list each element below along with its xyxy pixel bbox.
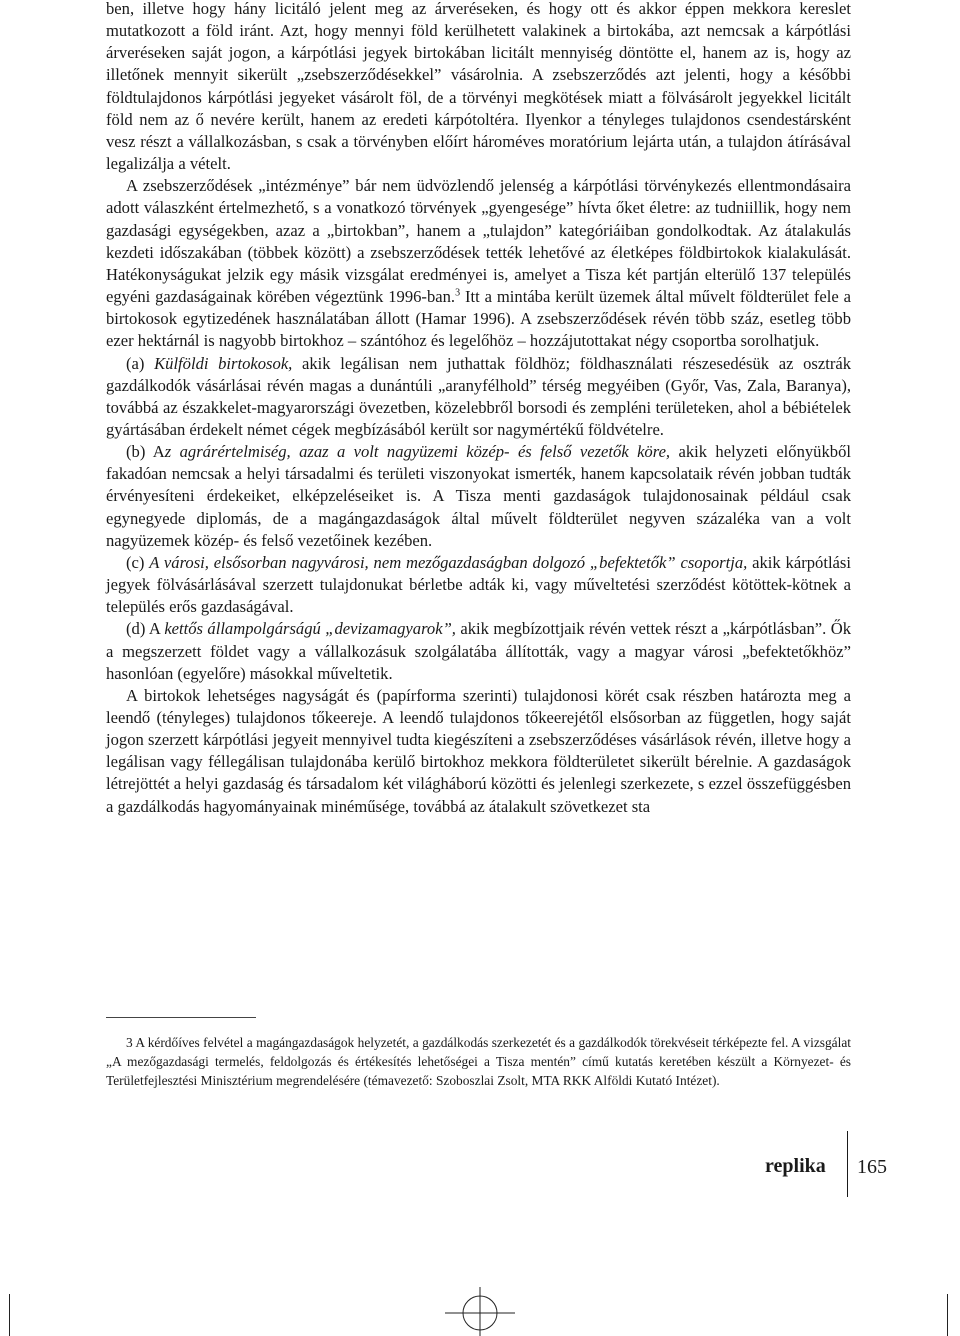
page-number: 165: [857, 1156, 887, 1178]
group-a-title: Külföldi birtokosok,: [154, 353, 293, 373]
trim-mark-right: [947, 1294, 948, 1336]
group-c-title: A városi, elsősorban nagyvárosi, nem mezőgazdaságban dolgozó „befektetők” csoportja,: [149, 552, 748, 572]
footnote-separator: [106, 1017, 256, 1018]
group-b-label: (b) A: [126, 442, 165, 462]
paragraph-group-c: [106, 552, 851, 618]
paragraph-group-d: [106, 618, 851, 684]
group-d-label: (d) A: [126, 619, 165, 639]
body-text: [106, 0, 851, 818]
group-b-text: akik helyzeti előnyükből fakadóan nemcsak a helyi társadalmi és területi viszonyokat ismerték, hanem kapcsolataik révén jobban tudták érvényesíteni érdekeiket, elképzeléseiket is. A Tisza menti gazdaságok tulajdonosainak például csak egynegyede diplomás, de a magángazdaságok által művelt földterület negyven százaléka van a volt nagyüzemek közép- és felső vezetőinek kezében.: [106, 442, 851, 550]
journal-name: replika: [765, 1155, 826, 1177]
paragraph-group-a: [106, 353, 851, 442]
paragraph-group-b: [106, 441, 851, 552]
trim-mark-left: [9, 1294, 10, 1336]
group-b-title: z agrárértelmiség, azaz a volt nagyüzemi közép- és felső vezetők köre,: [164, 442, 671, 462]
footnote-3: 3 A kérdőíves felvétel a magángazdaságok helyzetét, a gazdálkodás szerkezetét és a gazdálkodók törekvéseit térképezte fel. A vizsgálat „A mezőgazdasági termelés, feldolgozás és értékesítés lehetőségei a Tisza mentén” című kutatás keretében készült a Környezet- és Területfejlesztési Minisztérium megrendelésére (témavezető: Szoboszlai Zsolt, MTA RKK Alföldi Kutató Intézet).: [106, 1035, 851, 1088]
paragraph-1: ben, illetve hogy hány licitáló jelent meg az árveréseken, és hogy ott és akkor éppen mekkora kereslet mutatkozott a föld iránt. Azt, hogy mennyi föld kerülhetett valakinek a birtokába, azt nemcsak a kárpótlási árveréseken saját jogon, a kárpótlási jegyek birtokában licitált mennyiség döntötte el, hanem az is, hogy az illetőnek mennyit sikerült „zsebszerződésekkel” vásárolnia. A zsebszerződés azt jelenti, hogy a későbbi földtulajdonos kárpótlási jegyeket vásárolt föl, de a törvényi megkötések miatt a fölvásárolt jegyekkel licitált föld nem az ő nevére került, hanem az eredeti kárpótoltéra. Ilyenkor a tényleges tulajdonos csendestársként vesz részt a vállalkozásban, s csak a törvényben előírt hároméves moratórium lejárta után, a tulajdon átírásával legalizálja a vételt.: [106, 0, 851, 174]
group-a-label: (a): [126, 353, 155, 373]
group-a-text: akik legálisan nem juthattak földhöz; földhasználati részesedésük az osztrák gazdálkodók vásárlásai révén magas a dunántúli „aranyfélhold” térség megyéiben (Győr, Vas, Zala, Baranya), továbbá az északkelet-magyarországi övezetben, közelebbről borsodi és zempléni területeken, ahol a bébiételek gyártásában érdekelt német cégek megbízásából került sor nagymértékű földvételre.: [106, 353, 852, 439]
paragraph-2-text: A zsebszerződések „intézménye” bár nem üdvözlendő jelenség a kárpótlási törvénykezés ellentmondásaira adott válaszként értelmezhető, s a vonatkozó törvények „gyengesége” hívta őket életre: az tudniillik, hogy nem gazdasági egységekben, azaz a „birtokban”, hanem a „tulajdon” kategóriáiban gondolkodtak. Az átalakulás kezdeti időszakában (többek között) a zsebszerződések tették lehetővé az életképes földbirtokok kialakulását. Hatékonyságukat jelzik egy másik vizsgálat eredményei is, amelyet a Tisza két partján elterülő 137 település egyéni gazdaságainak körében végeztünk 1996-ban.: [106, 176, 851, 307]
group-d-text: akik megbízottjaik révén vettek részt a „kárpótlásban”. Ők a megszerzett földet vagy a vállalkozásuk szolgálatába állították, vagy a magyar városi „befektetőkhöz” hasonlóan (egyelőre) másokkal műveltetik.: [106, 619, 851, 683]
paragraph-2-continuation: Itt a mintába került üzemek által művelt földterület fele a birtokosok egytizedének használatában állott (Hamar 1996). A zsebszerződések révén több száz, esetleg több ezer hektárnál is nagyobb birtokhoz – szántóhoz és legelőhöz – hozzájutottakat négy csoportba sorolhatjuk.: [106, 287, 851, 351]
group-d-title: kettős állampolgárságú „devizamagyarok”,: [164, 619, 456, 639]
group-c-text: akik kárpótlási jegyek fölvásárlásával szerzett tulajdonukat bérletbe adták ki, vagy műveltetési szerződést kötöttek-kötnek a település erős gazdaságával.: [106, 552, 851, 617]
footnote-reference: 3: [455, 287, 461, 299]
page-number-divider: [847, 1131, 848, 1197]
paragraph-2: [106, 175, 851, 352]
paragraph-last: A birtokok lehetséges nagyságát és (papírforma szerinti) tulajdonosi körét csak részben határozta meg a leendő (tényleges) tulajdonos tőkeereje. A leendő tulajdonos tőkeerejétől elsősorban az független, hogy saját jogon szerzett kárpótlási jegyeit mennyivel tudta kiegészíteni a zsebszerződéses vásárlások révén, illetve hogy a legálisan vagy féllegálisan tulajdonába kerülő birtokhoz mekkora földterületet sikerült bérelnie. A gazdaságok létrejöttét a helyi gazdaság és társadalom két világháború közötti és jelenlegi szerkezete, s ezzel összefüggésben a gazdálkodás hagyományainak minéműsége, továbbá az átalakult szövetkezet sta: [106, 685, 851, 816]
registration-mark-icon: [445, 1287, 515, 1336]
group-c-label: (c): [126, 552, 150, 572]
